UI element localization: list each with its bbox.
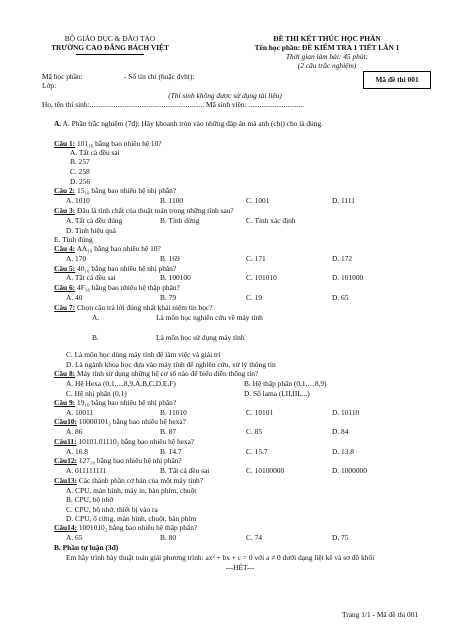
class-label: Lớp: <box>42 81 57 90</box>
exam-notice: (Thí sinh không được sử dụng tài liệu) <box>168 91 282 100</box>
page-footer: Trang 1/1 - Mã đề thi 001 <box>342 610 419 619</box>
q13-option-d[interactable]: D. CPU, ổ cứng, màn hình, chuột, bàn phím <box>66 514 197 523</box>
q8-option-a[interactable]: A. Hệ Hexa (0,1,...,8,9,A,B,C,D,E,F) <box>66 379 176 388</box>
q14-option-b[interactable]: B. 80 <box>160 533 177 542</box>
q7-option-a[interactable]: Là môn học nghiên cứu về máy tính <box>156 313 263 322</box>
q7-option-b[interactable]: Là môn học sử dụng máy tính <box>156 333 245 342</box>
section-b-heading: B. Phần tự luận (3đ) <box>54 543 119 552</box>
q12-option-a[interactable]: A. 011111111 <box>66 466 107 475</box>
question-6: Câu 6: 4F₁₆ bằng bao nhiêu hệ thập phân? <box>54 283 180 292</box>
question-8: Câu 8: Máy tính sử dụng những hệ cơ số nào để biểu diễn thông tin? <box>54 369 259 378</box>
q3-option-a[interactable]: A. Tất cả đều đúng <box>66 216 123 225</box>
question-count: (2 câu trắc nghiệm) <box>297 61 357 70</box>
q13-option-b[interactable]: B. CPU, bộ nhớ <box>66 495 114 504</box>
q9-option-a[interactable]: A. 10011 <box>66 408 94 417</box>
q11-option-c[interactable]: C. 15.7 <box>246 447 268 456</box>
q6-option-a[interactable]: A. 40 <box>66 293 83 302</box>
q10-option-b[interactable]: B. 87 <box>160 427 177 436</box>
ministry-name: BỘ GIÁO DỤC & ĐÀO TẠO <box>64 34 156 43</box>
q11-option-d[interactable]: D. 13.8 <box>332 447 354 456</box>
q2-option-b[interactable]: B. 1100 <box>160 196 184 205</box>
q4-option-a[interactable]: A. 170 <box>66 254 87 263</box>
q2-option-d[interactable]: D. 1111 <box>332 196 355 205</box>
credits-label: - Số tín chỉ (hoặc đvht): <box>124 72 195 81</box>
q7-option-b-letter: B. <box>92 333 99 342</box>
q11-option-a[interactable]: A. 16.8 <box>66 447 88 456</box>
q12-option-c[interactable]: C. 10100000 <box>246 466 285 475</box>
q5-option-c[interactable]: C. 101010 <box>246 273 277 282</box>
q14-option-a[interactable]: A. 65 <box>66 533 83 542</box>
question-3: Câu 3: Đâu là tính chất của thuật toán trong những tính sau? <box>54 206 234 215</box>
question-4: Câu 4: AA₁₆ bằng bao nhiêu hệ 10? <box>54 244 161 253</box>
q6-option-d[interactable]: D. 65 <box>332 293 349 302</box>
q12-option-b[interactable]: B. Tất cả đều sai <box>160 466 210 475</box>
q9-option-c[interactable]: C. 10101 <box>246 408 274 417</box>
q10-option-c[interactable]: C. 85 <box>246 427 263 436</box>
q9-option-d[interactable]: D. 10110 <box>332 408 360 417</box>
q11-option-b[interactable]: B. 14.7 <box>160 447 182 456</box>
q14-option-d[interactable]: D. 75 <box>332 533 349 542</box>
exam-title: ĐỀ THI KẾT THÚC HỌC PHẦN <box>273 34 381 43</box>
question-11: Câu11: 10101.01110₂ bằng bao nhiêu hệ hexa? <box>54 437 195 446</box>
question-7: Câu 7: Chọn câu trả lời đúng nhất khái niệm tin học? <box>54 303 213 312</box>
course-line: Tên học phần: ĐỀ KIỂM TRA 1 TIẾT LẦN 1 <box>254 43 400 52</box>
q4-option-c[interactable]: C. 171 <box>246 254 266 263</box>
q1-option-c[interactable]: C. 258 <box>70 167 90 176</box>
student-name-line: Họ, tên thí sinh:.............................................................. Mã sinh viên: .............................. <box>42 100 304 109</box>
q7-option-c[interactable]: C. Là môn học dùng máy tính để làm việc và giải trí <box>66 350 221 359</box>
q7-option-d[interactable]: D. Là ngành khoa học dựa vào máy tính để nghiên cứu, xử lý thông tin <box>66 360 276 369</box>
q1-option-b[interactable]: B. 257 <box>70 157 90 166</box>
q3-option-d[interactable]: D. Tính hiệu quả <box>66 226 116 235</box>
q4-option-b[interactable]: B. 169 <box>160 254 180 263</box>
q7-option-a-letter: A. <box>92 313 100 322</box>
q6-option-b[interactable]: B. 79 <box>160 293 177 302</box>
q13-option-c[interactable]: C. CPU, bộ nhớ, thiết bị vào ra <box>66 505 158 514</box>
exam-duration: Thời gian làm bài: 45 phút; <box>285 52 369 61</box>
q13-option-a[interactable]: A. CPU, màn hình, máy in, bàn phím, chuột <box>66 486 197 495</box>
q12-option-d[interactable]: D. 1000000 <box>332 466 367 475</box>
question-14: Câu14: 1001010₂ bằng bao nhiêu hệ thập phân? <box>54 523 198 532</box>
question-12: Câu12: 127₁₀ bằng bao nhiêu hệ nhị phân? <box>54 456 182 465</box>
q5-option-b[interactable]: B. 100100 <box>160 273 191 282</box>
question-13: Câu13: Các thành phần cơ bản của một máy tính? <box>54 476 204 485</box>
question-5: Câu 5: 40₁₀ bằng bao nhiêu hệ nhị phân? <box>54 264 177 273</box>
q4-option-d[interactable]: D. 172 <box>332 254 353 263</box>
question-2: Câu 2: 15₁₀ bằng bao nhiêu hệ nhị phân? <box>54 186 177 195</box>
q3-option-b[interactable]: B. Tính dừng <box>160 216 200 225</box>
header-divider <box>76 54 144 55</box>
q10-option-a[interactable]: A. 86 <box>66 427 83 436</box>
q1-option-a[interactable]: A. Tất cả đều sai <box>70 148 120 157</box>
q2-option-a[interactable]: A. 1010 <box>66 196 90 205</box>
q2-option-c[interactable]: C. 1001 <box>246 196 270 205</box>
q3-option-c[interactable]: C. Tính xác định <box>246 216 296 225</box>
exam-code-box: Mã đề thi 001 <box>363 71 431 89</box>
q5-option-a[interactable]: A. Tất cả đều sai <box>66 273 116 282</box>
q1-option-d[interactable]: D. 256 <box>70 177 91 186</box>
section-b-prompt: Em hãy trình bày thuật toán giải phương trình: ax² + bx + c = 0 với a ≠ 0 dưới dạng liệt kê và sơ đồ khối <box>66 553 375 562</box>
question-1: Câu 1: 101₁₆ bằng bao nhiêu hệ 10? <box>54 139 162 148</box>
course-code-label: Mã học phần: <box>42 72 83 81</box>
q14-option-c[interactable]: C. 74 <box>246 533 263 542</box>
q5-option-d[interactable]: D. 101000 <box>332 273 364 282</box>
q6-option-c[interactable]: C. 19 <box>246 293 263 302</box>
q8-option-b[interactable]: B. Hệ thập phân (0,1,...,8,9) <box>244 379 327 388</box>
q8-option-c[interactable]: C. Hệ nhị phân (0,1) <box>66 389 127 398</box>
section-a-heading: A. A. Phần trắc nghiệm (7đ): Hãy khoanh tròn vào những đáp án mà anh (chị) cho là đúng. <box>54 119 323 128</box>
question-10: Câu10: 10000101₂ bằng bao nhiêu hệ hexa? <box>54 417 186 426</box>
q3-option-e[interactable]: E. Tính đúng <box>54 235 93 244</box>
q9-option-b[interactable]: B. 11010 <box>160 408 187 417</box>
end-marker: ---HẾT--- <box>225 563 255 572</box>
question-9: Câu 9: 19₁₀ bằng bao nhiêu hệ nhị phân? <box>54 398 177 407</box>
school-name: TRƯỜNG CAO ĐẲNG BÁCH VIỆT <box>51 43 169 52</box>
q10-option-d[interactable]: D. 84 <box>332 427 349 436</box>
q8-option-d[interactable]: D. Số lama (I,II,III,...) <box>244 389 310 398</box>
